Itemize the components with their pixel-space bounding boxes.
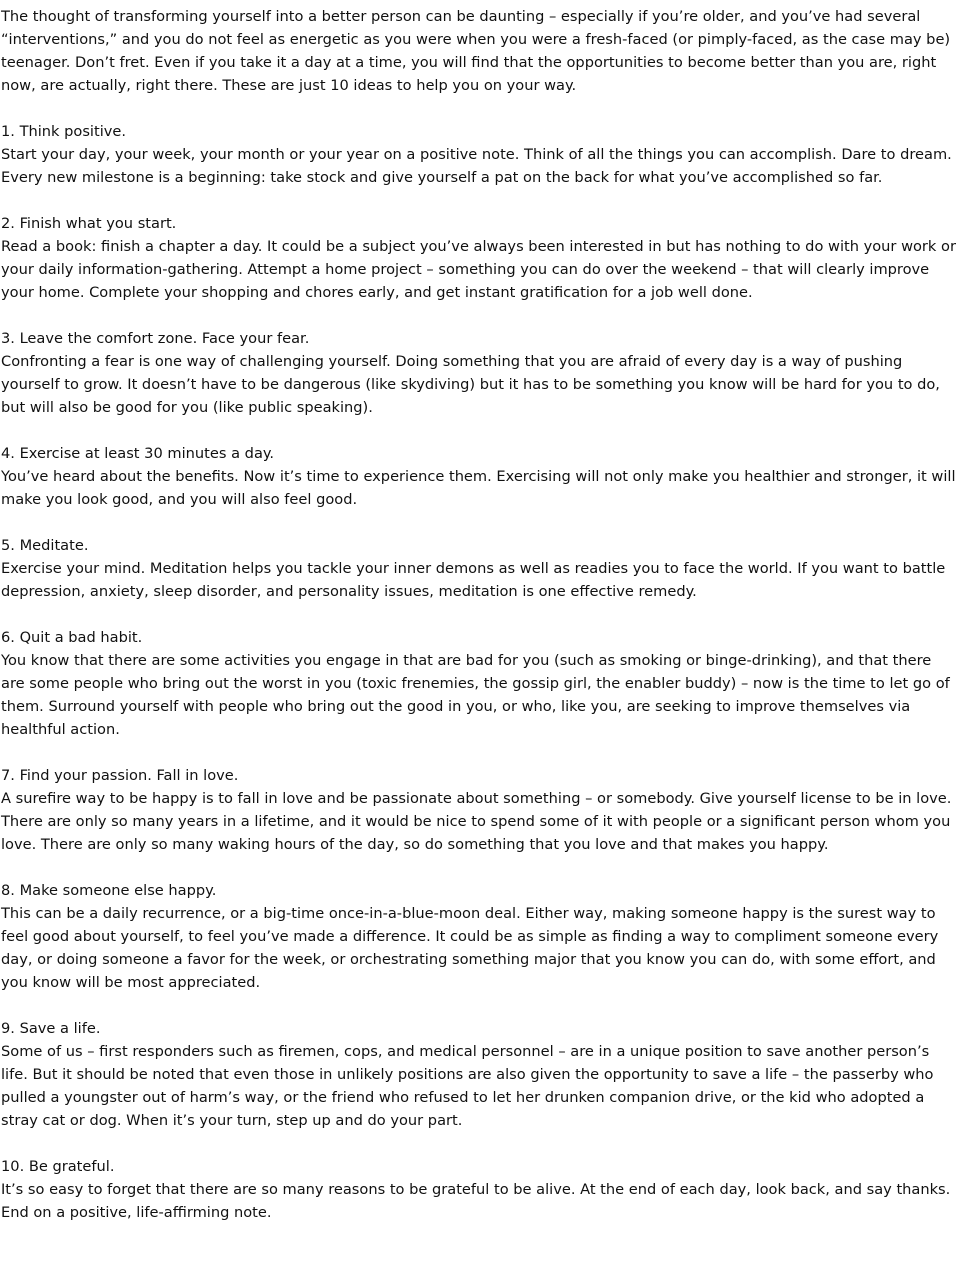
- section-4: [1, 442, 956, 511]
- section-body: You know that there are some activities you engage in that are bad for you (such as smoking or binge-drinking), and that there are some people who bring out the worst in you (toxic frenemies, the gossip girl, the enabler buddy) – now is the time to let go of them. Surround yourself with people who bring out the good in you, or who, like you, are seeking to improve themselves via healthful action.: [1, 652, 950, 738]
- section-body: Confronting a fear is one way of challenging yourself. Doing something that you are afraid of every day is a way of pushing yourself to grow. It doesn’t have to be dangerous (like skydiving) but it has to be something you know will be hard for you to do, but will also be good for you (like public speaking).: [1, 353, 940, 416]
- section-title: 8. Make someone else happy.: [1, 882, 217, 899]
- section-body: Read a book: finish a chapter a day. It could be a subject you’ve always been interested in but has nothing to do with your work or your daily information-gathering. Attempt a home project – something you can do over the weekend – that will clearly improve your home. Complete your shopping and chores early, and get instant gratification for a job well done.: [1, 238, 956, 301]
- section-3: [1, 327, 956, 419]
- section-title: 1. Think positive.: [1, 123, 127, 140]
- section-2: [1, 212, 956, 304]
- section-title: 7. Find your passion. Fall in love.: [1, 767, 239, 784]
- section-title: 2. Finish what you start.: [1, 215, 177, 232]
- section-body: You’ve heard about the benefits. Now it’s time to experience them. Exercising will not only make you healthier and stronger, it will make you look good, and you will also feel good.: [1, 468, 956, 508]
- section-5: [1, 534, 956, 603]
- section-title: 4. Exercise at least 30 minutes a day.: [1, 445, 275, 462]
- section-10: [1, 1155, 956, 1224]
- section-body: Some of us – first responders such as firemen, cops, and medical personnel – are in a unique position to save another person’s life. But it should be noted that even those in unlikely positions are also given the opportunity to save a life – the passerby who pulled a youngster out of harm’s way, or the friend who refused to let her drunken companion drive, or the kid who adopted a stray cat or dog. When it’s your turn, step up and do your part.: [1, 1043, 934, 1129]
- section-1: [1, 120, 956, 189]
- section-8: [1, 879, 956, 994]
- intro-paragraph: The thought of transforming yourself into a better person can be daunting – especially if you’re older, and you’ve had several “interventions,” and you do not feel as energetic as you were when you were a fresh-faced (or pimply-faced, as the case may be) teenager. Don’t fret. Even if you take it a day at a time, you will find that the opportunities to become better than you are, right now, are actually, right there. These are just 10 ideas to help you on your way.: [1, 8, 951, 94]
- section-title: 10. Be grateful.: [1, 1158, 115, 1175]
- section-body: This can be a daily recurrence, or a big-time once-in-a-blue-moon deal. Either way, making someone happy is the surest way to feel good about yourself, to feel you’ve made a difference. It could be as simple as finding a way to compliment someone every day, or doing someone a favor for the week, or orchestrating something major that you know you can do, with some effort, and you know will be most appreciated.: [1, 905, 939, 991]
- section-body: Start your day, your week, your month or your year on a positive note. Think of all the things you can accomplish. Dare to dream. Every new milestone is a beginning: take stock and give yourself a pat on the back for what you’ve accomplished so far.: [1, 146, 952, 186]
- section-title: 6. Quit a bad habit.: [1, 629, 143, 646]
- section-9: [1, 1017, 956, 1132]
- section-body: It’s so easy to forget that there are so many reasons to be grateful to be alive. At the end of each day, look back, and say thanks. End on a positive, life-affirming note.: [1, 1181, 951, 1221]
- section-body: A surefire way to be happy is to fall in love and be passionate about something – or somebody. Give yourself license to be in love. There are only so many years in a lifetime, and it would be nice to spend some of it with people or a significant person whom you love. There are only so many waking hours of the day, so do something that you love and that makes you happy.: [1, 790, 952, 853]
- section-title: 3. Leave the comfort zone. Face your fear.: [1, 330, 310, 347]
- section-title: 9. Save a life.: [1, 1020, 101, 1037]
- section-7: [1, 764, 956, 856]
- section-6: [1, 626, 956, 741]
- section-title: 5. Meditate.: [1, 537, 89, 554]
- section-body: Exercise your mind. Meditation helps you tackle your inner demons as well as readies you to face the world. If you want to battle depression, anxiety, sleep disorder, and personality issues, meditation is one effective remedy.: [1, 560, 946, 600]
